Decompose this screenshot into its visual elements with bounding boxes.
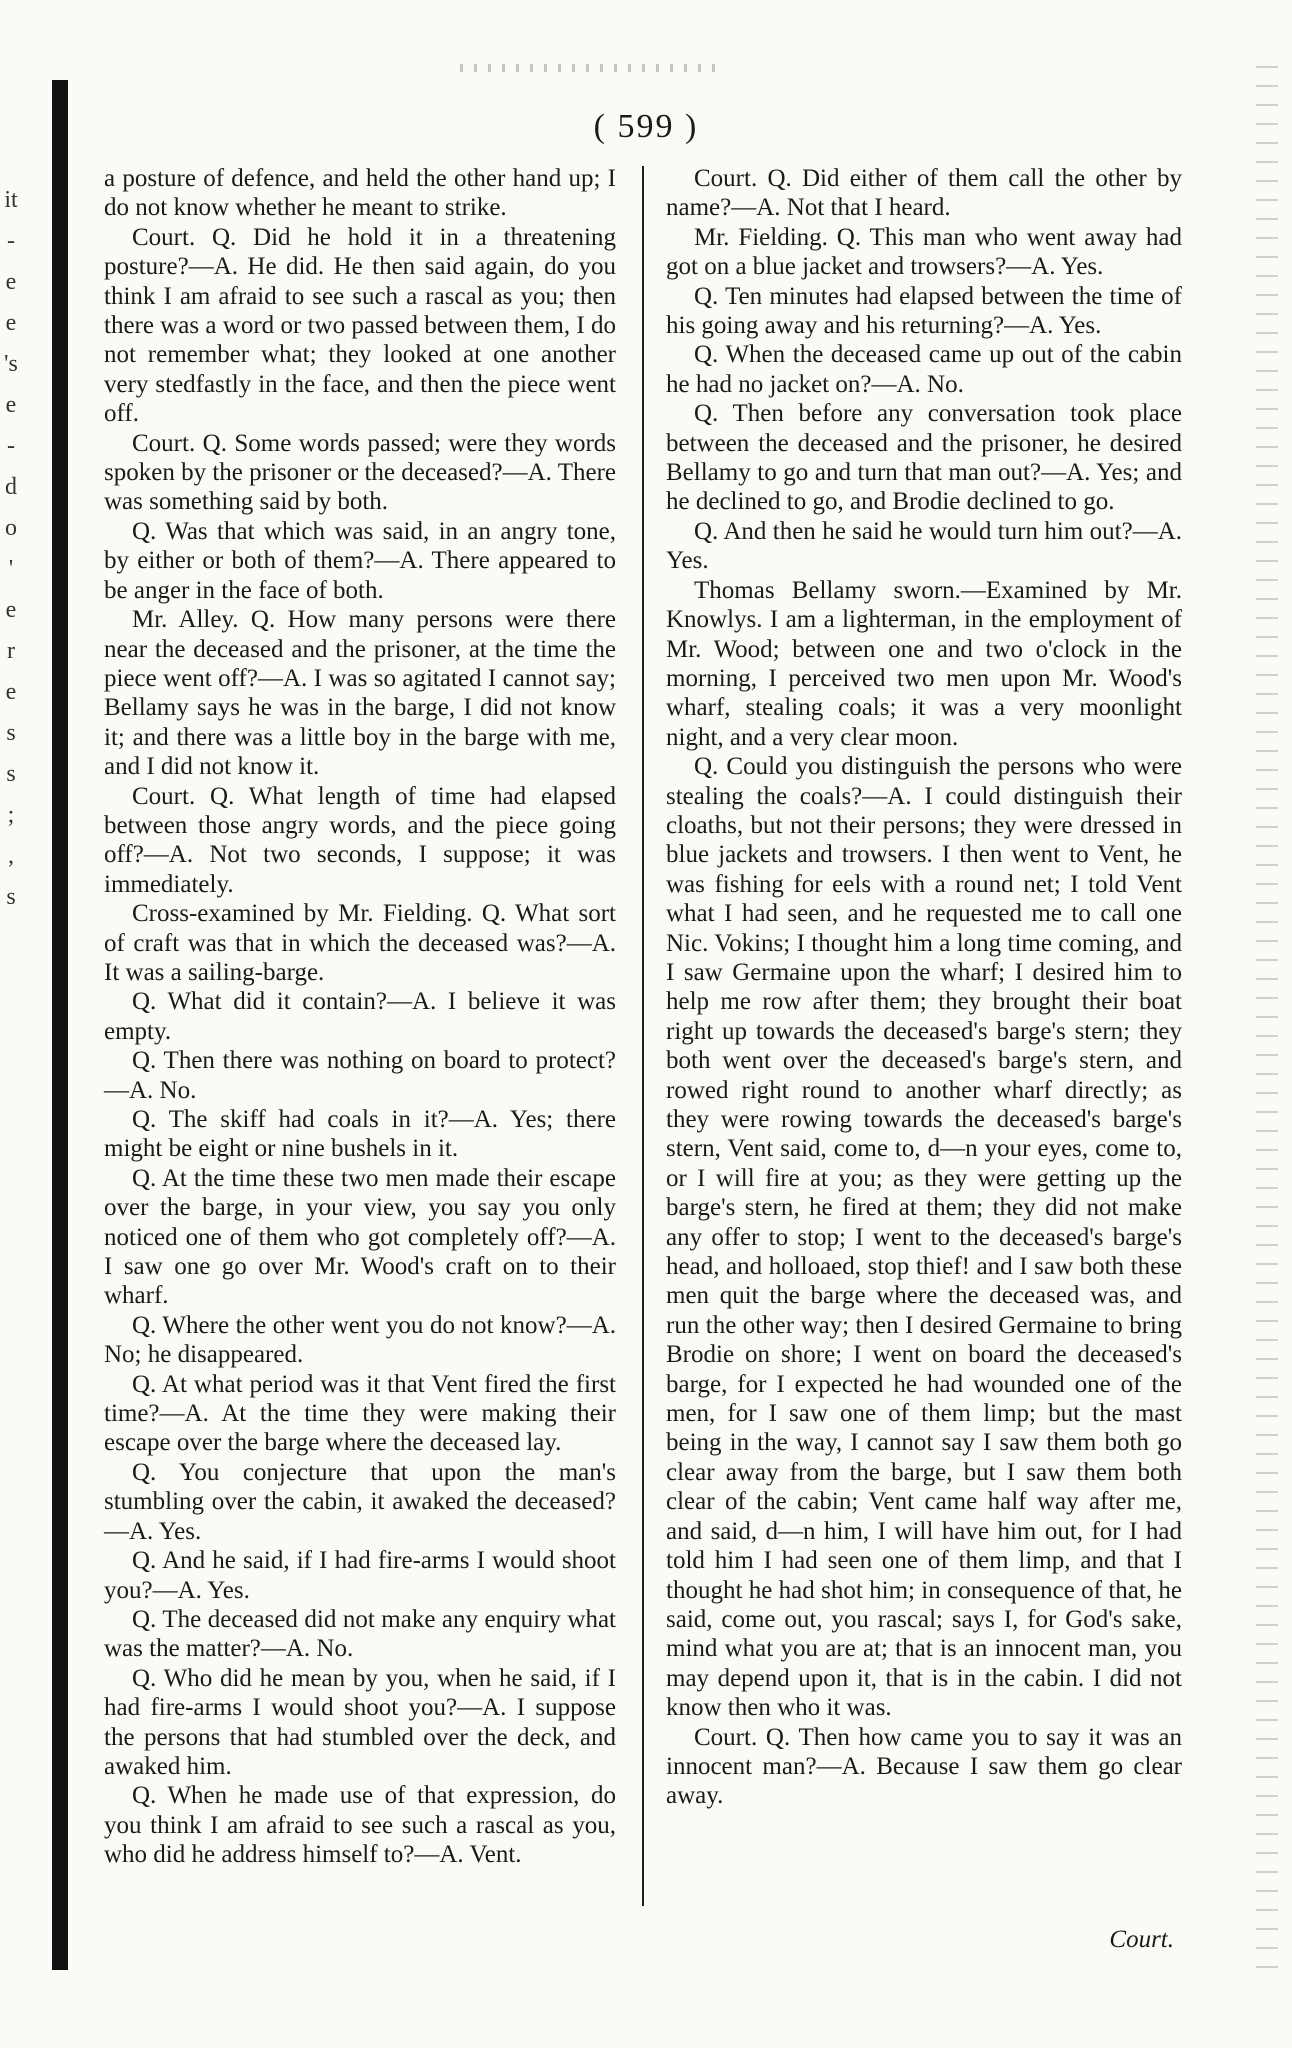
paragraph: Court. Q. What length of time had elapsed between those angry words, and the piece going off?—A. Not two seconds, I suppose; it was immediately. xyxy=(104,782,616,898)
paragraph: Q. The deceased did not make any enquiry what was the matter?—A. No. xyxy=(104,1605,616,1663)
edge-letter: s xyxy=(6,720,16,746)
edge-letter: s xyxy=(6,761,16,787)
edge-letter: - xyxy=(7,228,15,254)
paragraph: Q. Was that which was said, in an angry tone, by either or both of them?—A. There appeared to be anger in the face of both. xyxy=(104,517,616,604)
paragraph: Q. What did it contain?—A. I believe it was empty. xyxy=(104,988,616,1045)
paragraph: Court. Q. Some words passed; were they words spoken by the prisoner or the deceased?—A. There was something said by both. xyxy=(104,429,616,516)
edge-letter: e xyxy=(5,392,17,418)
paragraph: Cross-examined by Mr. Fielding. Q. What sort of craft was that in which the deceased was?—A. It was a sailing-barge. xyxy=(104,900,616,986)
paragraph: Q. The skiff had coals in it?—A. Yes; there might be eight or nine bushels in it. xyxy=(104,1106,616,1163)
paragraph: Q. Then before any conversation took place between the deceased and the prisoner, he desired Bellamy to go and turn that man out?—A. Yes; and he declined to go, and Brodie declined to go. xyxy=(666,400,1182,516)
paragraph: Q. When the deceased came up out of the cabin he had no jacket on?—A. No. xyxy=(666,341,1182,398)
paragraph: Thomas Bellamy sworn.—Examined by Mr. Knowlys. I am a lighterman, in the employment of Mr. Wood; between one and two o'clock in the morning, I perceived two men upon Mr. Wood's wharf, stealing coals; it was a very moonlight night, and a very clear moon. xyxy=(666,576,1182,751)
edge-letter: e xyxy=(5,269,17,295)
edge-letter: d xyxy=(5,474,17,500)
paragraph: Q. At the time these two men made their escape over the barge, in your view, you say you only noticed one of them who got completely off?—A. I saw one go over Mr. Wood's craft on to their wharf. xyxy=(104,1164,616,1310)
edge-letter: ' xyxy=(8,556,14,582)
edge-letter: 's xyxy=(4,351,18,377)
binding-spine xyxy=(52,80,68,1970)
paragraph: Q. Who did he mean by you, when he said, if I had fire-arms I would shoot you?—A. I suppose the persons that had stumbled over the deck, and awaked him. xyxy=(104,1664,616,1780)
paragraph: Court. Q. Did he hold it in a threatening posture?—A. He did. He then said again, do you think I am afraid to see such a rascal as you; then there was a word or two passed between them, I do not remember what; they looked at one another very stedfastly in the face, and then the piece went off. xyxy=(104,223,616,428)
paragraph: Q. And then he said he would turn him out?—A. Yes. xyxy=(666,517,1182,575)
edge-letter: s xyxy=(6,884,16,910)
edge-letter: e xyxy=(5,310,17,336)
paragraph: Q. And he said, if I had fire-arms I would shoot you?—A. Yes. xyxy=(104,1547,616,1604)
page-number: ( 599 ) xyxy=(593,108,699,145)
paragraph: Q. At what period was it that Vent fired the first time?—A. At the time they were making their escape over the barge where the deceased lay. xyxy=(104,1370,616,1457)
right-column xyxy=(666,164,1182,1811)
edge-letter: ; xyxy=(7,802,15,828)
edge-letter: - xyxy=(7,433,15,459)
paragraph: Q. Where the other went you do not know?—A. No; he disappeared. xyxy=(104,1311,616,1369)
top-margin-specks xyxy=(460,64,720,72)
edge-letter: r xyxy=(7,638,15,664)
paragraph: Mr. Alley. Q. How many persons were there near the deceased and the prisoner, at the time the piece went off?—A. I was so agitated I cannot say; Bellamy says he was in the barge, I did not know it; and there was a little boy in the barge with me, and I did not know it. xyxy=(104,606,616,781)
facing-page-edge-letters xyxy=(0,180,22,918)
paragraph: Court. Q. Did either of them call the other by name?—A. Not that I heard. xyxy=(666,165,1182,222)
paragraph: Q. Then there was nothing on board to protect?—A. No. xyxy=(104,1047,616,1104)
paragraph: Court. Q. Then how came you to say it was an innocent man?—A. Because I saw them go clear away. xyxy=(666,1723,1182,1810)
paragraph: Q. Could you distinguish the persons who were stealing the coals?—A. I could distinguish their cloaths, but not their persons; they were dressed in blue jackets and trowsers. I then went to Vent, he was fishing for eels with a round net; I told Vent what I had seen, and he requested me to call one Nic. Vokins; I thought him a long time coming, and I saw Germaine upon the wharf; I desired him to help me row after them; they brought their boat right up towards the deceased's barge's stern; they both went over the deceased's barge's stern, and rowed right round to another wharf directly; as they were rowing towards the deceased's barge's stern, Vent said, come to, d—n your eyes, come to, or I will fire at you; as they were getting up the barge's stern, he fired at them; they did not make any offer to stop; I went to the deceased's barge's head, and holloaed, stop thief! and I saw both these men quit the barge where the deceased was, and run the other way; then I desired Germaine to bring Brodie on shore; I went on board the deceased's barge, for I expected he had wounded one of the men, for I saw one of them limp; but the mast being in the way, I cannot say I saw them both go clear away from the barge, but I saw them both clear of the cabin; Vent came half way after me, and said, d—n him, I will have him out, for I had told him I had seen one of them limp, and that I thought he had shot him; in consequence of that, he said, come out, you rascal; says I, for God's sake, mind what you are at; that is an innocent man, you may depend upon it, that is in the cabin. I did not know then who it was. xyxy=(666,753,1182,1722)
edge-letter: , xyxy=(8,843,14,869)
paragraph: Mr. Fielding. Q. This man who went away had got on a blue jacket and trowsers?—A. Yes. xyxy=(666,223,1182,281)
catchword: Court. xyxy=(1109,1926,1174,1953)
edge-letter: it xyxy=(4,187,18,213)
paragraph: Q. You conjecture that upon the man's stumbling over the cabin, it awaked the deceased?—A. Yes. xyxy=(104,1458,616,1545)
edge-letter: o xyxy=(5,515,17,541)
left-column xyxy=(104,164,616,1870)
edge-letter: e xyxy=(5,597,17,623)
paragraph: Q. Ten minutes had elapsed between the time of his going away and his returning?—A. Yes. xyxy=(666,282,1182,340)
paragraph: Q. When he made use of that expression, do you think I am afraid to see such a rascal as you, who did he address himself to?—A. Vent. xyxy=(104,1782,616,1869)
edge-letter: e xyxy=(5,679,17,705)
paragraph: a posture of defence, and held the other hand up; I do not know whether he meant to strike. xyxy=(104,165,616,222)
page-edge-speckle xyxy=(1256,60,1278,1980)
column-divider xyxy=(642,166,644,1906)
